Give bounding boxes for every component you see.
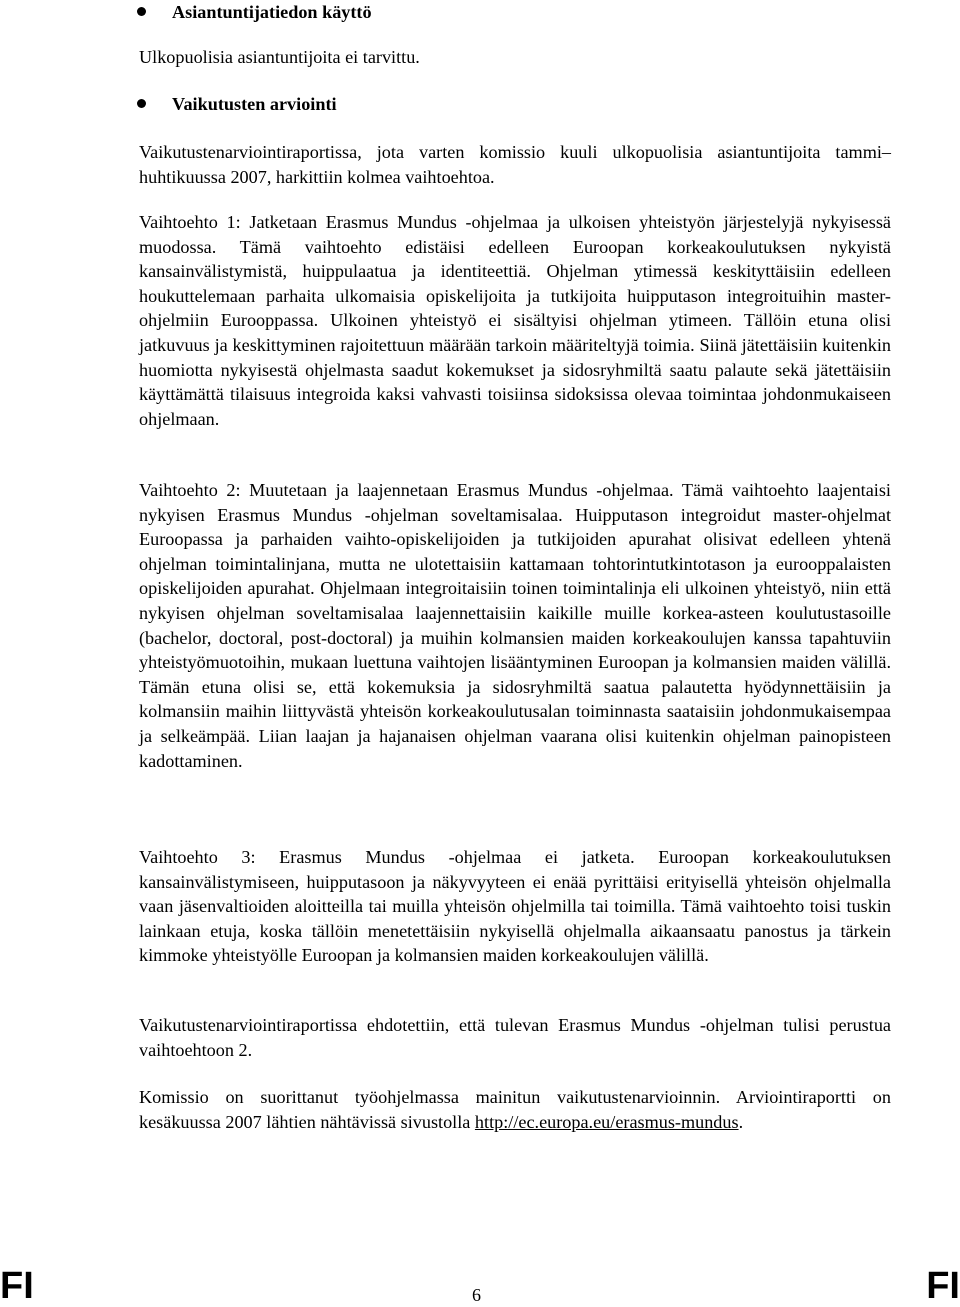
paragraph-workprogramme	[139, 1085, 891, 1134]
workprogramme-text: Komissio on suorittanut työohjelmassa mainitun vaikutustenarvioinnin. Arviointiraportti on kesäkuussa 2007 lähtien nähtävissä sivustolla	[139, 1087, 891, 1132]
bullet-heading-expert	[139, 0, 891, 25]
paragraph-option-3: Vaihtoehto 3: Erasmus Mundus -ohjelmaa ei jatketa. Euroopan korkeakoulutuksen kansainvälistymiseen, huipputasoon ja näkyvyyteen ei enää pyrittäisi erityisellä yhteisön ohjelmalla vaan jäsenvaltioiden aloitteilla tai muilla yhteisön ohjelmilla tai toimilla. Tämä vaihtoehto toisi tuskin lainkaan etuja, koska tällöin menetettäisiin nykyisellä ohjelmalla aikaansaatu panostus ja tärkein kimmoke yhteistyölle Euroopan ja kolmansien maiden korkeakoulujen välillä.	[139, 847, 891, 966]
paragraph-option-1: Vaihtoehto 1: Jatketaan Erasmus Mundus -ohjelmaa ja ulkoisen yhteistyön järjestelyjä nykyisessä muodossa. Tämä vaihtoehto edistäisi edelleen Euroopan korkeakoulutuksen nykyistä kansainvälistymistä, huippulaatua ja identiteettiä. Ohjelman ytimessä keskityttäisiin edelleen houkuttelemaan parhaita ulkomaisia opiskelijoita ja tutkijoita huipputason integroituihin master-ohjelmiin Eurooppassa. Ulkoinen yhteistyö ei sisältyisi ohjelman ytimeen. Tällöin etuna olisi jatkuvuus ja keskittyminen rajoitettuun määrään tarkoin määriteltyjä toimia. Siinä jätettäisiin kuitenkin huomiotta nykyisestä ohjelmasta saadut kokemukset ja sidosryhmiltä saatu palaute sekä jätettäisiin käyttämättä tilaisuus integroida kaksi vahvasti toisiinsa sidoksissa olevaa toimintaa johdonmukaiseen ohjelmaan.	[139, 212, 891, 429]
link-suffix: .	[738, 1111, 744, 1132]
page-number: 6	[472, 1285, 481, 1305]
footer-lang-left: FI	[0, 1265, 34, 1307]
bullet-heading-impact	[139, 92, 891, 117]
paragraph-recommendation: Vaikutustenarviointiraportissa ehdotettiin, että tulevan Erasmus Mundus -ohjelman tulisi perustua vaihtoehtoon 2.	[139, 1015, 891, 1060]
heading-impact-label: Vaikutusten arviointi	[172, 94, 337, 114]
footer-lang-right: FI	[926, 1265, 960, 1307]
paragraph-impact-intro: Vaikutustenarviointiraportissa, jota varten komissio kuuli ulkopuolisia asiantuntijoita tammi–huhtikuussa 2007, harkittiin kolmea vaihtoehtoa.	[139, 142, 891, 187]
erasmus-mundus-link[interactable]: http://ec.europa.eu/erasmus-mundus	[474, 1111, 739, 1132]
paragraph-expert-body: Ulkopuolisia asiantuntijoita ei tarvittu.	[139, 47, 420, 67]
heading-expert-label: Asiantuntijatiedon käyttö	[172, 2, 372, 22]
bullet-icon	[137, 7, 146, 16]
bullet-icon	[137, 99, 146, 108]
paragraph-option-2: Vaihtoehto 2: Muutetaan ja laajennetaan Erasmus Mundus -ohjelmaa. Tämä vaihtoehto laajentaisi nykyisen Erasmus Mundus -ohjelman soveltamisalaa. Huipputason integroidut master-ohjelmat Euroopassa ja parhaiden vaihto-opiskelijoiden ja tutkijoiden apurahat olisivat edelleen yhtenä ohjelman toimintalinjana, mutta ne ulotettaisiin kattamaan tohtorintutkintotason ja eurooppalaisten opiskelijoiden apurahat. Ohjelmaan integroitaisiin toinen toimintalinja eli ulkoinen yhteistyö, niin että nykyisen ohjelman soveltamisalaa laajennettaisiin kaikille muille korkea-asteen koulutustasoille (bachelor, doctoral, post-doctoral) ja muihin kolmansien maiden korkeakoulujen kanssa tapahtuviin yhteistyömuotoihin, mukaan luettuna vaihtojen lisääntyminen Euroopan ja kolmansien maiden välillä. Tämän etuna olisi se, että kokemuksia ja sidosryhmiltä saatua palautetta hyödynnettäisiin ja kolmansiin maihin liittyvästä yhteisön korkeakoulutusalan toiminnasta saataisiin johdonmukaisempaa ja selkeämpää. Liian laajan ja hajanaisen ohjelman vaarana olisi kuitenkin ohjelman painopisteen kadottaminen.	[139, 480, 891, 771]
